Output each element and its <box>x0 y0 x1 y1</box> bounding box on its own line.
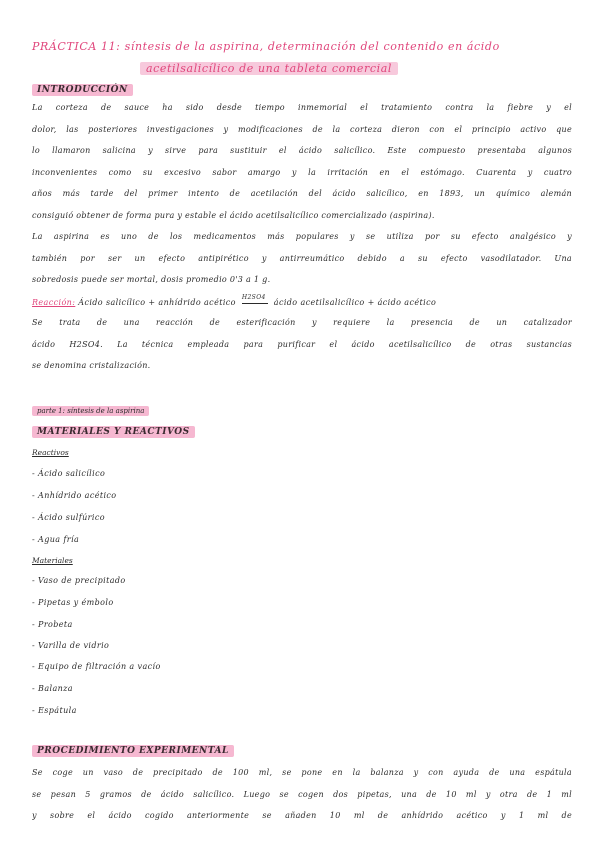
reaction-label: Reacción: <box>32 298 76 307</box>
list-item: - Pipetas y émbolo <box>32 598 114 607</box>
text-line: dolor, las posteriores investigaciones y modificaciones de la corteza dieron con el principio activo que <box>32 124 572 134</box>
text-line: inconvenientes como su excesivo sabor amargo y la irritación en el estómago. Cuarenta y cuatro <box>32 167 572 177</box>
reaction-explanation <box>32 318 572 383</box>
text-line: lo llamaron salicina y sirve para sustituir el ácido salicílico. Este compuesto presentaba algunos <box>32 146 572 155</box>
text-line: La aspirina es uno de los medicamentos más populares y se utiliza por su efecto analgésico y <box>32 232 572 241</box>
materials-heading: MATERIALES Y REACTIVOS <box>32 426 195 438</box>
text-line: se pesan 5 gramos de ácido salicílico. Luego se cogen dos pipetas, una de 10 ml y otra de 1 ml <box>32 789 572 799</box>
reaction-arrow <box>241 293 268 304</box>
text-line: sobredosis puede ser mortal, dosis promedio 0'3 a 1 g. <box>32 275 271 284</box>
reaction-equation <box>32 293 437 307</box>
list-item: - Agua fría <box>32 535 80 544</box>
list-item: - Probeta <box>32 620 73 629</box>
page-title-line-1: PRÁCTICA 11: síntesis de la aspirina, determinación del contenido en ácido <box>32 40 500 53</box>
reaction-catalyst: H2SO4 <box>241 293 266 301</box>
intro-paragraph <box>32 103 572 297</box>
reaction-reactants: Ácido salicílico + anhídrido acético <box>78 298 236 307</box>
materiales-label: Materiales <box>32 556 73 565</box>
reactivos-label: Reactivos <box>32 448 69 457</box>
list-item: - Ácido sulfúrico <box>32 513 105 522</box>
text-line: y sobre el ácido cogido anteriormente se añaden 10 ml de anhídrido acético y 1 ml de <box>32 811 572 820</box>
text-line: Se coge un vaso de precipitado de 100 ml, se pone en la balanza y con ayuda de una espátula <box>32 768 572 777</box>
reaction-products: ácido acetilsalicílico + ácido acético <box>273 298 437 307</box>
list-item: - Espátula <box>32 706 77 715</box>
page-title-line-2: acetilsalicílico de una tableta comercial <box>140 62 398 75</box>
text-line: ácido H2SO4. La técnica empleada para purificar el ácido acetilsalicílico de otras sustancias <box>32 339 572 349</box>
list-item: - Anhídrido acético <box>32 491 117 500</box>
part1-label: parte 1: síntesis de la aspirina <box>32 406 149 416</box>
procedure-heading: PROCEDIMIENTO EXPERIMENTAL <box>32 745 234 757</box>
text-line: se denomina cristalización. <box>32 361 151 370</box>
text-line: consiguió obtener de forma pura y estable el ácido acetilsalicílico comercializado (aspirina). <box>32 210 435 220</box>
intro-heading: INTRODUCCIÓN <box>32 84 133 96</box>
text-line: Se trata de una reacción de esterificación y requiere la presencia de un catalizador <box>32 318 572 327</box>
list-item: - Equipo de filtración a vacío <box>32 662 161 671</box>
procedure-paragraph <box>32 768 572 833</box>
list-item: - Vaso de precipitado <box>32 576 126 585</box>
list-item: - Ácido salicílico <box>32 469 106 478</box>
text-line: también por ser un efecto antipirético y antirreumático debido a su efecto vasodilatador. Una <box>32 253 572 263</box>
list-item: - Varilla de vidrio <box>32 641 110 650</box>
text-line: años más tarde del primer intento de acetilación del ácido salicílico, en 1893, un químico alemán <box>32 189 572 198</box>
text-line: La corteza de sauce ha sido desde tiempo inmemorial el tratamiento contra la fiebre y el <box>32 103 572 112</box>
list-item: - Balanza <box>32 684 73 693</box>
